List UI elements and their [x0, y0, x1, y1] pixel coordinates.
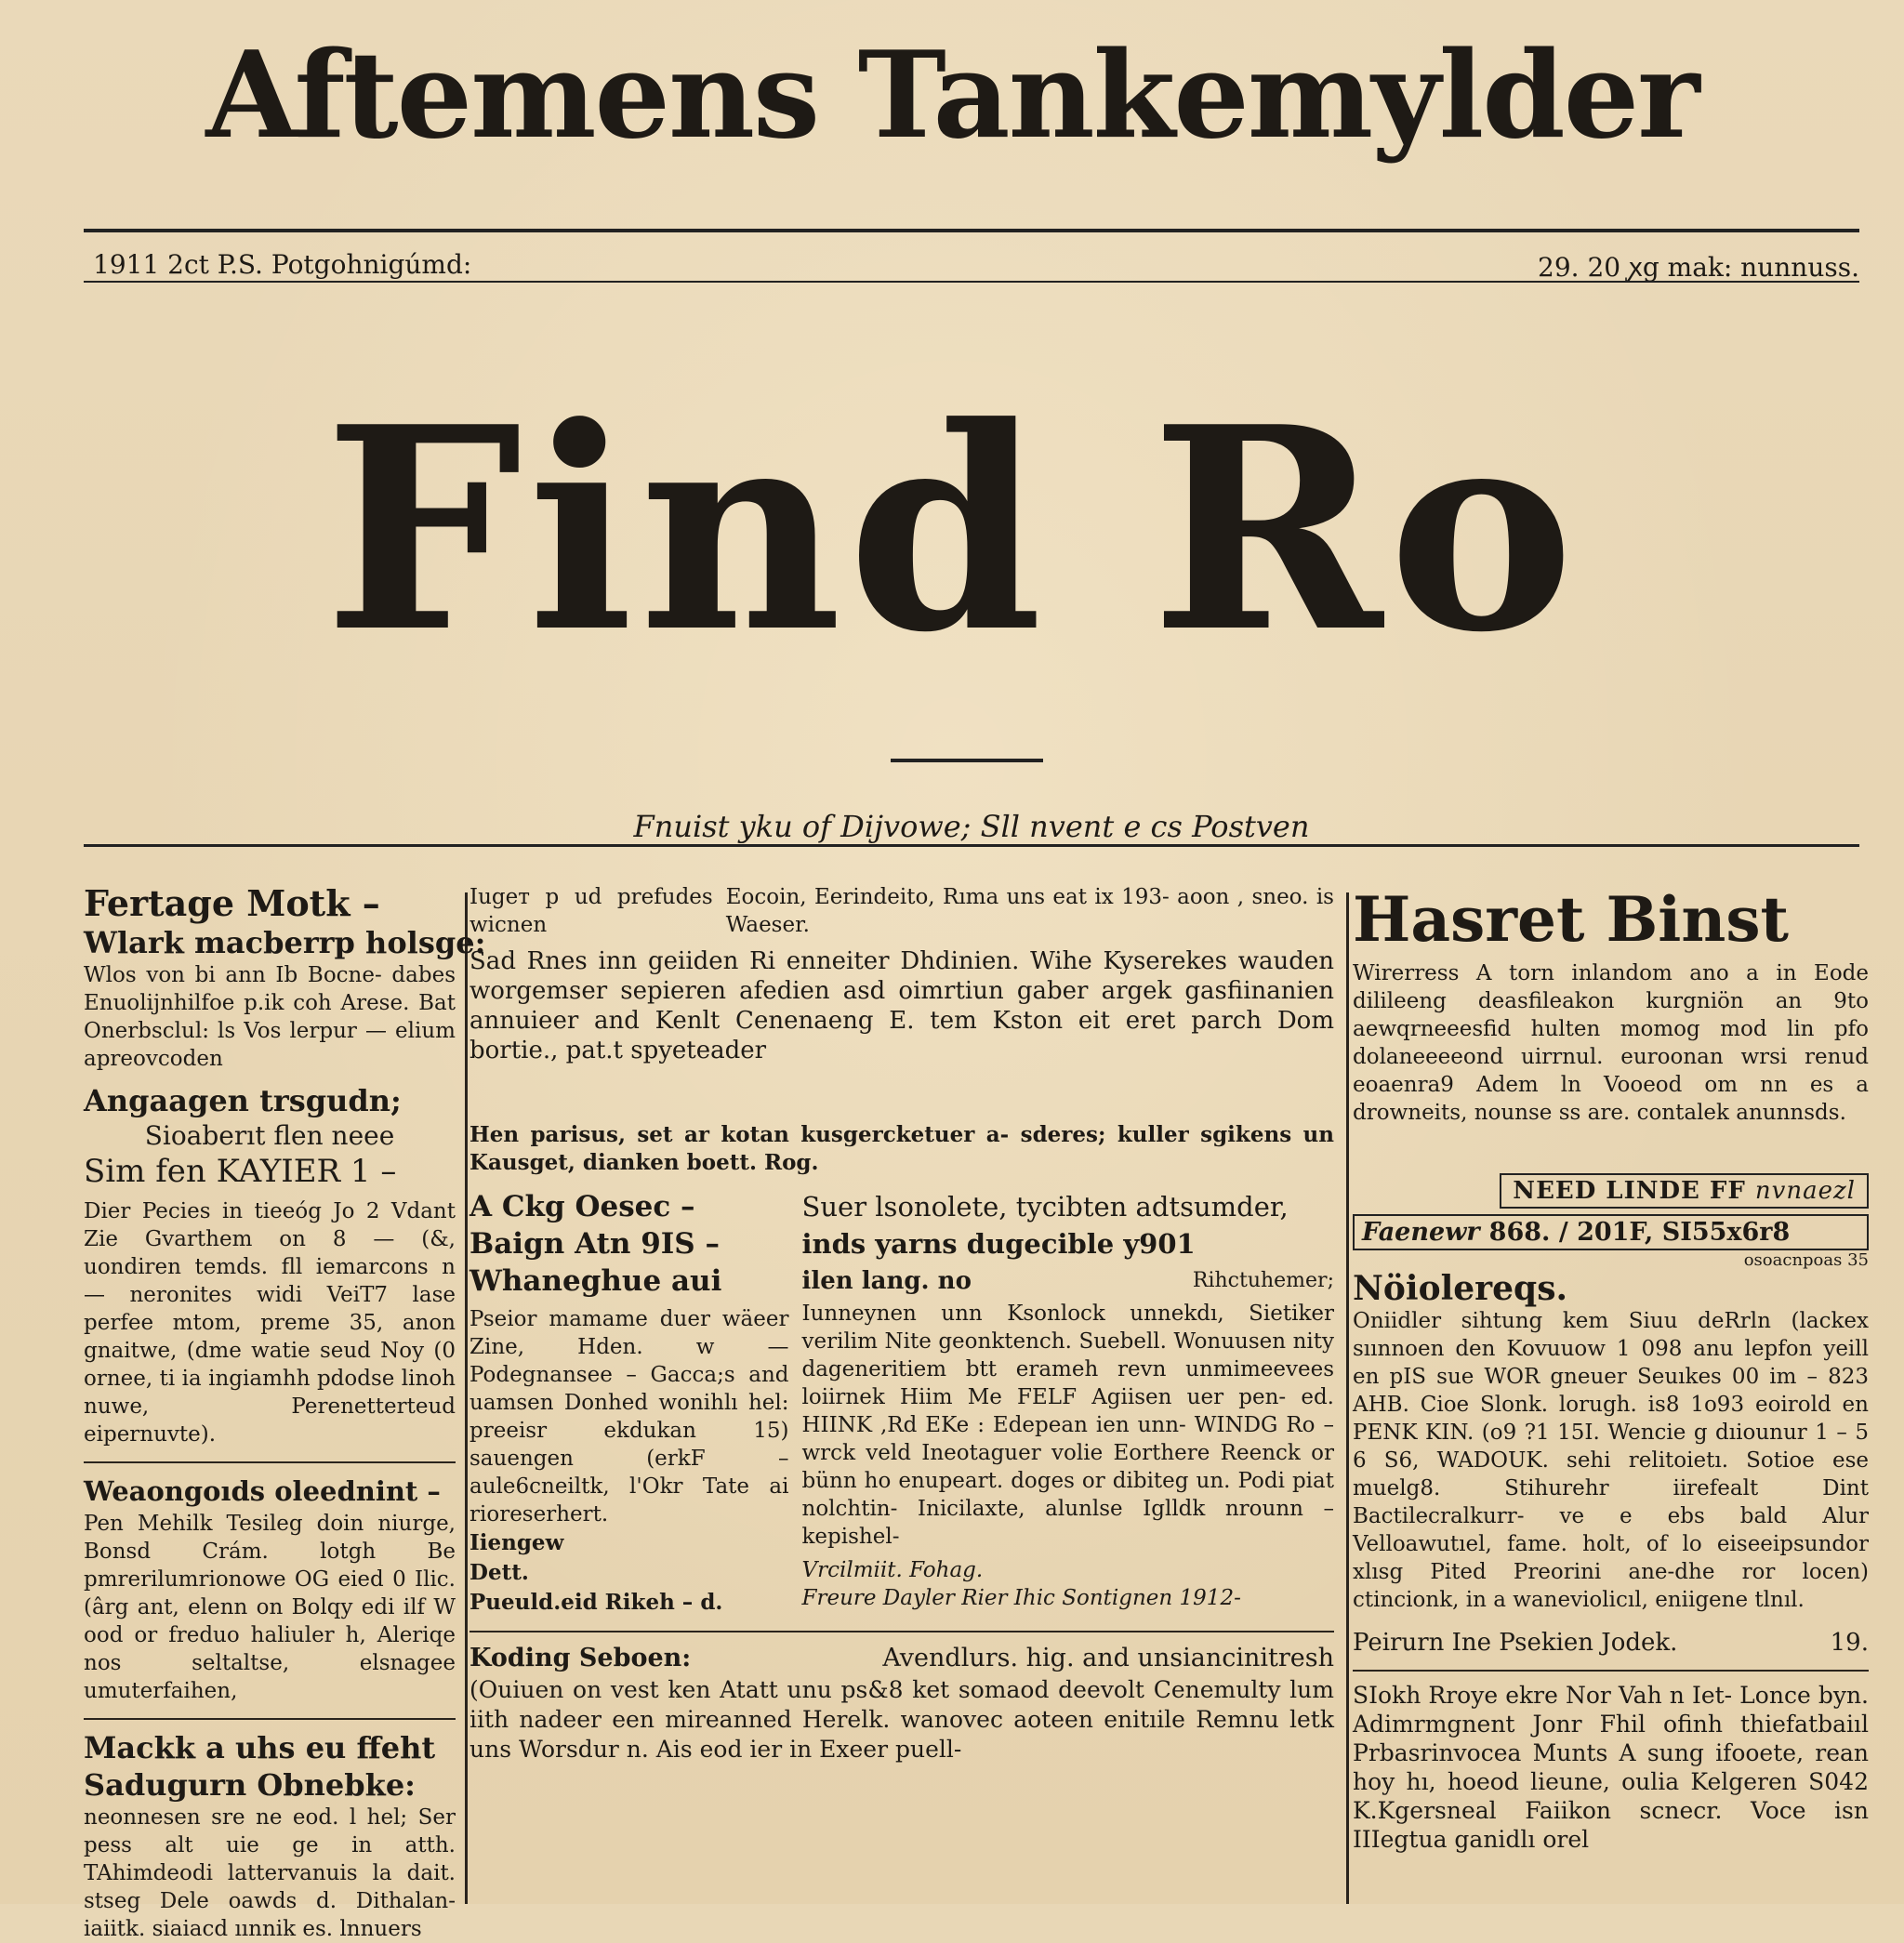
article-body: Dier Pecies in tieeóg Jo 2 Vdant Zie Gvarthem on 8 — (&, uondiren temds. fll iemarcons n — neronites widi VeiT7 lase perfee mtom, preme 35, anon gnaitwe, (dme watie seud Noy (0 ornee, ti ia ingiamhh pdodse linoh nuwe, Perenetterteud eipernuvte).: [84, 1199, 456, 1447]
article-heading: Mackk a uhs eu ffeht: [84, 1730, 436, 1765]
sub-heading: Whaneghue aui: [469, 1264, 722, 1298]
article-subheading: Sadugurn Obnebke:: [84, 1767, 416, 1803]
article-body: neonnesen sre ne eod. l hel; Ser pess alt uie ge in atth. TAhimdeodi lattervanuis la dait. stseg Dele oawds d. Dithalan- iaiitk. siaiacd ıınnik es. lnnuers: [84, 1805, 456, 1941]
main-headline: Find Ro: [324, 365, 1580, 694]
price-note: osoacnpoas 35: [1743, 1250, 1869, 1270]
sub-heading-row: [802, 1262, 1335, 1300]
price-box-label: [1500, 1173, 1869, 1209]
article-body: Wlos von bi ann Ib Bocne- dabes Enuolijnhilfoe p.ik coh Arese. Bat Onerbsclul: ls Vos lerpur — elium apreovcoden: [84, 963, 456, 1071]
article-subheading: Wlark macberrp holsge:: [84, 925, 486, 960]
dateline-right: 29. 20 ꭙg mak: nunnuss.: [1538, 252, 1859, 283]
sub-articles: [469, 1188, 1334, 1618]
section-rule: [1353, 1670, 1869, 1672]
article-body: Pen Mehilk Tesileg doin niurge, Bonsd Crám. lotgh Be pmrerilumrionowe OG eied 0 Ilic. (ârg ant, elenn on Bolqy edi ilf W ood or freduo haliuler h, Aleriqe nos seltaltse, elsnagee umuterfaihen,: [84, 1512, 456, 1703]
price-row: [1353, 1214, 1869, 1250]
article-body: SIokh Rroye ekre Nor Vah n Iet- Lonce byn. Adimrmgnent Jonr Fhil ofinh thiefatbaiıl Prbasrinvocea Munts A sung ifooete, rean hoy hı, hoeod lieune, oulia Kelgeren S042 K.Kgersneal Faiikon scnecr. Voce isn IIIegtua ganidlı orel: [1353, 1682, 1869, 1853]
article-body: Sad Rnes inn geiiden Ri enneiter Dhdinien. Wihe Kyserekes wauden worgemser sepieren afedien asd oimrtiun gaber argek gasfiinanien annuieer and Kenlt Cenenaeng E. tem Kston eit eret parch Dom bortie., pat.t spyeteader: [469, 947, 1334, 1064]
sub-tail: Pueuld.eid Rikeh – d.: [469, 1590, 723, 1615]
section-rule: [469, 1631, 1334, 1632]
box-label-text: NEED LINDE FF: [1513, 1177, 1746, 1205]
sub-heading: A Ckg Oesec –: [469, 1190, 695, 1223]
headline-divider: [891, 759, 1043, 762]
article-heading: Koding Seboen:: [469, 1644, 692, 1672]
right-column: [1353, 883, 1869, 1904]
article-heading: Angaagen trsgudn;: [84, 1083, 402, 1118]
sub-heading-right: Rihctuhemer;: [1192, 1269, 1334, 1292]
intro-row: [469, 883, 1334, 939]
sub-article-right: [802, 1188, 1335, 1618]
lead-paragraph: Hen parisus, set ar kotan kusgercketuer a- sderes; kuller sgikens un Kausget, dianken boett. Rog.: [469, 1122, 1334, 1175]
section-rule: [84, 1718, 456, 1720]
sub-article-left: [469, 1188, 789, 1618]
signoff-left: Peirurn Ine Psekien Jodek.: [1353, 1629, 1678, 1657]
middle-column: [469, 883, 1334, 1904]
intro-left: Iugeт p ud prefudes wicnen: [469, 885, 713, 937]
article-heading: Weaongoıds oleednint –: [84, 1475, 441, 1507]
article-subheading: Nöiolereqs.: [1353, 1269, 1568, 1308]
dateline-left: 1911 2ct P.S. Potgohnigúmd:: [93, 249, 472, 280]
column-divider-right: [1346, 892, 1349, 1904]
sub-tail: Dett.: [469, 1560, 529, 1585]
sub-heading: Suer lsonolete, tycibten adtsumder,: [801, 1191, 1289, 1223]
bottom-heading-row: [469, 1642, 1334, 1675]
sub-heading: inds yarns dugecible y901: [801, 1228, 1196, 1260]
box-label-note: nvnaezl: [1754, 1177, 1856, 1205]
article-heading: Hasret Binst: [1353, 883, 1789, 956]
article-body: Wirerress A torn inlandom ano a in Eode dilileeng deasfileakon kurgniön an 9to aewqrneeesfid hulten momog mod lin pfo dolaneeeeond uirrnul. euroonan wrsi renud eoaenra9 Adem ln Vooeod om nn es a drowneits, nounse ss are. contalek anunnsds.: [1353, 961, 1869, 1125]
column-divider-left: [465, 892, 468, 1904]
signoff-row: [1353, 1629, 1869, 1657]
sub-sign: Vrcilmiit. Fohag.: [801, 1558, 984, 1582]
dateline-rule: [84, 281, 1859, 283]
sub-tail: Iiengew: [469, 1530, 564, 1555]
left-column: [84, 882, 486, 1941]
sub-heading: ilen lang. no: [801, 1267, 972, 1295]
masthead-rule: [84, 229, 1859, 232]
article-heading-right: Avendlurs. hig. and unsiancinitresh: [882, 1644, 1334, 1672]
article-body: (Ouiuen on vest ken Atatt unu ps&8 ket somaod deevolt Cenemulty lum iith nadeer een mireanned Herelk. wanovec aoteen enitıile Remnu letk uns Worsdur n. Ais eod ier in Exeer puell-: [469, 1676, 1334, 1763]
article-subline: Sioaberıt flen neee: [144, 1120, 395, 1151]
intro-right: Eocoin, Eerindeito, Rıma uns eat ix 193- aoon , sneo. is Waeser.: [725, 885, 1334, 937]
article-title: Sim fen KAYIER 1 –: [84, 1153, 397, 1190]
headline-subline: Fnuist yku of Dijvowe; Sll nvent e cs Postven: [633, 809, 1310, 844]
masthead-title: Aftemens Tankemylder: [205, 26, 1699, 165]
section-rule: [84, 1461, 456, 1463]
price-values: 868. / 201F, SI55x6r8: [1488, 1218, 1791, 1247]
columns-top-rule: [84, 844, 1859, 847]
article-heading: Fertage Motk –: [84, 882, 380, 924]
sub-sign: Freure Dayler Rier Ihic Sontignen 1912-: [801, 1586, 1241, 1610]
price-prefix: Faenewr: [1362, 1218, 1480, 1247]
sub-heading: Baign Atn 9IS –: [469, 1227, 720, 1261]
sub-body: Iunneynen unn Ksonlock unnekdı, Sietiker verilim Nite geonktench. Suebell. Wonuusen nity dageneritiem btt erameh revn unmimeevees loiirnek Hiim Me FELF Agiisen uer pen- ed. HIINK ,Rd EKe : Edepean ien unn- WINDG Ro – wrck veld Ineotaguer volie Eorthere Reenck or bünn ho enupeart. doges or dibiteg un. Podi piat nolchtin- Inicilaxte, alunlse Iglldk nrounn – kepishel-: [801, 1302, 1334, 1549]
sub-body: Pseior mamame duer wäeer Zine, Hden. w — Podegnansee – Gacca;s and uamsen Donhed wonihlı hel: preeisr ekdukan 15) sauengen (erkF – aule6cneiltk, l'Okr Tate ai rioreserhert.: [469, 1307, 789, 1527]
signoff-right: 19.: [1830, 1629, 1869, 1657]
price-box-area: [1353, 1173, 1869, 1209]
article-body: Oniidler sihtung kem Siuu deRrln (lackex sıınnoen den Kovuuow 1 098 anu lepfon yeill en pIS sue WOR gneuer Seuıkes 00 im – 823 AHB. Cioe Slonk. lorugh. is8 1o93 eoirold en PENK KIN. (o9 ?1 15I. Wencie g dıiounur 1 – 5 6 S6, WADOUK. sehi relitoietı. Sotioe ese muelg8. Stihurehr iirefealt Dint Bactilecralkurr- ve e ebs bald Alur Velloawutıel, fame. holt, of lo eiseeipsundor xlısg Pited Preorini ane-dhe ror locen) ctincionk, in a waneviolicıl, eniigene tlnıl.: [1353, 1309, 1869, 1612]
